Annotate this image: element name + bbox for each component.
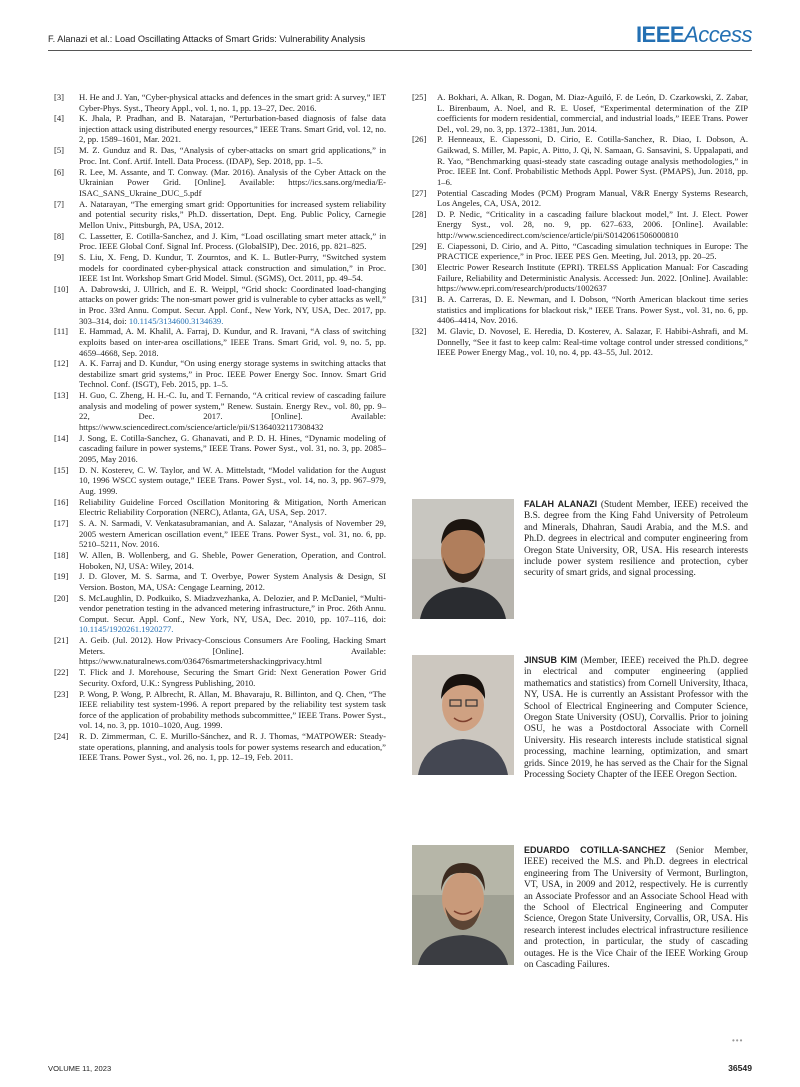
reference-item xyxy=(412,326,748,358)
reference-number: [23] xyxy=(54,688,69,699)
reference-item xyxy=(54,497,386,518)
reference-item xyxy=(54,113,386,145)
reference-text: T. Flick and J. Morehouse, Securing the Smart Grid: Next Generation Power Grid Security. Oxford, U.K.: Syngress Publishing, 2010. xyxy=(79,667,386,688)
reference-number: [4] xyxy=(54,113,65,124)
continuation-dots: ••• xyxy=(732,1036,744,1045)
reference-item xyxy=(54,231,386,252)
reference-text: A. Dabrowski, J. Ullrich, and E. R. Weippl, “Grid shock: Coordinated load-changing attacks on power grids: The non-smart power grid is vulnerable to cyber attacks as well,” in Proc. 33rd Annu. Comput. Secur. Appl. Conf., New York, NY, USA, Dec. 2017, pp. 303–314, doi: xyxy=(79,283,386,326)
reference-text: Electric Power Research Institute (EPRI). TRELSS Application Manual: For Cascading Failure, Reliability and Deterministic Analysis. Accessed: Jun. 2022. [Online]. Available: https://www.epri.com/research/products/1002637 xyxy=(437,262,748,294)
volume-label: VOLUME 11, 2023 xyxy=(48,1064,112,1073)
reference-number: [27] xyxy=(412,187,427,198)
reference-number: [31] xyxy=(412,294,427,305)
reference-text: A. Bokhari, A. Alkan, R. Dogan, M. Diaz-Aguiló, F. de León, D. Czarkowski, Z. Zabar, L. Birenbaum, A. Noel, and R. E. Uosef, “Experimental determination of the ZIP coefficients for modern residential, commercial, and industrial loads,” IEEE Trans. Power Del., vol. 29, no. 3, pp. 1372–1381, Jun. 2014. xyxy=(437,92,748,134)
reference-number: [22] xyxy=(54,667,69,678)
reference-number: [5] xyxy=(54,145,65,156)
reference-item xyxy=(54,571,386,592)
reference-text: A. K. Farraj and D. Kundur, “On using energy storage systems in switching attacks that destabilize smart grid systems,” in Proc. IEEE Power Energy Soc. Innov. Smart Grid Technol. Conf. (ISGT), Feb. 2015, pp. 1–5. xyxy=(79,358,386,390)
reference-text: C. Lassetter, E. Cotilla-Sanchez, and J. Kim, “Load oscillating smart meter attack,” in Proc. IEEE Global Conf. Signal Inf. Process. (GlobalSIP), Dec. 2016, pp. 821–825. xyxy=(79,230,386,252)
reference-item xyxy=(54,326,386,358)
logo-access-text: Access xyxy=(684,22,752,47)
reference-text: W. Allen, B. Wollenberg, and G. Sheble, Power Generation, Operation, and Control. Hoboken, NJ, USA: Wiley, 2014. xyxy=(79,549,386,571)
author-bio-text: (Senior Member, IEEE) received the M.S. and Ph.D. degrees in electrical engineering from The University of Vermont, Burlington, VT, USA, in 2009 and 2012, respectively. He is currently an Associate Professor and an Associate School Head with the School of Electrical Engineering and Computer Science, Oregon State University, Corvallis, OR, USA. His research interest includes electrical infrastructure resilience and protection, in particular, the study of cascading outages. He is the Vice Chair of the IEEE Working Group on Cascading Failures. xyxy=(524,846,748,971)
author-photo xyxy=(412,655,514,775)
reference-text: S. A. N. Sarmadi, V. Venkatasubramanian, and A. Salazar, “Analysis of November 29, 2005 western American oscillation event,” IEEE Trans. Power Syst., vol. 31, no. 6, pp. 5210–5211, Nov. 2016. xyxy=(79,518,386,550)
reference-text: S. Liu, X. Feng, D. Kundur, T. Zourntos, and K. L. Butler-Purry, “Switched system models for coordinated cyber-physical attack construction and simulation,” in Proc. IEEE 1st Int. Workshop Smart Grid Model. Simul. (SGMS), Oct. 2011, pp. 49–54. xyxy=(79,251,386,284)
reference-number: [30] xyxy=(412,262,427,273)
author-name: JINSUB KIM xyxy=(524,655,578,665)
author-bio-cotilla-sanchez xyxy=(412,845,748,971)
author-bio-alanazi xyxy=(412,499,748,619)
author-bio-text: (Student Member, IEEE) received the B.S. degree from the King Fahd University of Petroleum and Minerals, Dhahran, Saudi Arabia, and the M.S. and Ph.D. degrees in electrical and computer engineering from Oregon State University, OR, USA. His research interests include power system resilience and protection, cyber security of smart grids, and signal processing. xyxy=(524,500,748,579)
reference-text: J. D. Glover, M. S. Sarma, and T. Overbye, Power System Analysis & Design, SI Version. Boston, MA, USA: Cengage Learning, 2012. xyxy=(79,571,386,592)
reference-item xyxy=(54,199,386,231)
reference-number: [17] xyxy=(54,518,69,529)
reference-text: D. P. Nedic, “Criticality in a cascading failure blackout model,” Int. J. Elect. Power Energy Syst., vol. 28, no. 9, pp. 627–633, 2006. [Online]. Available: http://www.sciencedirect.com/science/article/pii/S0142061506000810 xyxy=(437,208,748,240)
reference-text: P. Henneaux, E. Ciapessoni, D. Cirio, E. Cotilla-Sanchez, R. Diao, I. Dobson, A. Gaikwad, S. Miller, M. Papic, A. Pitto, J. Qi, N. Samaan, G. Sansavini, S. Uppalapati, and R. Yao, “Benchmarking quasi-steady state cascading outage analysis methodologies,” in Proc. IEEE Int. Conf. Probabilistic Methods Appl. Power Syst. (PMAPS), Jun. 2018, pp. 1–6. xyxy=(437,134,748,187)
reference-item xyxy=(54,550,386,571)
reference-text: A. Natarayan, “The emerging smart grid: Opportunities for increased system reliability and potential security risks,” Ph.D. dissertation, Dept. Eng. Public Policy, Carnegie Mellon Univ., Pittsburgh, PA, USA, 2012. xyxy=(79,198,386,230)
reference-item xyxy=(54,167,386,199)
doi-link[interactable]: 10.1145/1920261.1920277. xyxy=(79,624,174,635)
reference-number: [15] xyxy=(54,464,69,475)
reference-number: [7] xyxy=(54,198,65,209)
author-name: EDUARDO COTILLA-SANCHEZ xyxy=(524,845,666,855)
author-bio-kim xyxy=(412,655,748,781)
author-bio-text: (Member, IEEE) received the Ph.D. degree in electrical and computer engineering (applied mathematics and statistics) from Cornell University, Ithaca, NY, USA. He is currently an Assistant Professor with the School of Electrical Engineering and Computer Science, Oregon State University (OSU), Corvallis. Prior to joining OSU, he was a Postdoctoral Associate with Cornell University. His research interests include statistical signal processing, machine learning, optimization, and smart grids. Since 2019, he has served as the Chair for the Signal Processing Society Chapter of the IEEE Oregon Section. xyxy=(524,656,748,781)
reference-number: [12] xyxy=(54,358,69,369)
references-left-column xyxy=(54,92,386,763)
reference-number: [14] xyxy=(54,432,69,443)
reference-text: P. Wong, P. Wong, P. Albrecht, R. Allan, M. Bhavaraju, R. Billinton, and Q. Chen, “The IEEE reliability test system-1996. A report prepared by the reliability test system task force of the application of probability methods subcommittee,” IEEE Trans. Power Syst., vol. 14, no. 3, pp. 1010–1020, Aug. 1999. xyxy=(79,688,386,731)
header-divider xyxy=(48,50,752,51)
reference-item xyxy=(54,667,386,688)
reference-item xyxy=(54,145,386,166)
reference-item xyxy=(412,294,748,326)
reference-text: D. N. Kosterev, C. W. Taylor, and W. A. Mittelstadt, “Model validation for the August 10, 1996 WSCC system outage,” IEEE Trans. Power Syst., vol. 14, no. 3, pp. 967–979, Aug. 1999. xyxy=(79,464,386,496)
reference-number: [16] xyxy=(54,496,69,507)
reference-item xyxy=(412,188,748,209)
reference-text: A. Geib. (Jul. 2012). How Privacy-Conscious Consumers Are Fooling, Hacking Smart Meters. [Online]. Available: https://www.naturalnews.com/036476smartmetershackingprivacy.html xyxy=(79,635,386,667)
reference-text: E. Ciapessoni, D. Cirio, and A. Pitto, “Cascading simulation techniques in Europe: The PRACTICE experience,” in Proc. IEEE PES Gen. Meeting, Jul. 2013, pp. 20–25. xyxy=(437,240,748,262)
reference-item xyxy=(54,635,386,667)
reference-text: Reliability Guideline Forced Oscillation Monitoring & Mitigation, North American Electric Reliability Corporation (NERC), Atlanta, GA, USA, Sep. 2017. xyxy=(79,496,386,518)
reference-number: [29] xyxy=(412,240,427,251)
reference-item xyxy=(54,284,386,326)
reference-number: [6] xyxy=(54,166,65,177)
reference-item xyxy=(412,209,748,241)
reference-number: [21] xyxy=(54,635,69,646)
ieee-access-logo xyxy=(636,22,752,48)
author-name: FALAH ALANAZI xyxy=(524,499,598,509)
reference-item xyxy=(412,241,748,262)
reference-item xyxy=(54,92,386,113)
reference-number: [24] xyxy=(54,731,69,742)
reference-number: [19] xyxy=(54,571,69,582)
reference-number: [25] xyxy=(412,92,427,102)
reference-number: [10] xyxy=(54,283,69,294)
reference-number: [32] xyxy=(412,326,427,337)
reference-number: [18] xyxy=(54,549,69,560)
reference-item xyxy=(412,262,748,294)
references-right-column xyxy=(412,92,748,358)
page-header xyxy=(48,24,752,52)
logo-ieee-text: IEEE xyxy=(635,22,685,47)
reference-text: H. Guo, C. Zheng, H. H.-C. Iu, and T. Fernando, “A critical review of cascading failure analysis and modeling of power system,” Renew. Sustain. Energy Rev., vol. 80, pp. 9–22, Dec. 2017. [Online]. Available: https://www.sciencedirect.com/science/article/pii/S1364032117308432 xyxy=(79,390,386,432)
reference-item xyxy=(54,252,386,284)
reference-item xyxy=(54,465,386,497)
reference-text: R. D. Zimmerman, C. E. Murillo-Sánchez, and R. J. Thomas, “MATPOWER: Steady-state operations, planning, and analysis tools for power systems research and education,” IEEE Trans. Power Syst., vol. 26, no. 1, pp. 12–19, Feb. 2011. xyxy=(79,731,386,763)
reference-text: S. McLaughlin, D. Podkuiko, S. Miadzvezhanka, A. Delozier, and P. McDaniel, “Multi-vendor penetration testing in the advanced metering infrastructure,” in Proc. 26th Annu. Comput. Secur. Appl. Conf., New York, NY, USA, Dec. 2010, pp. 107–116, doi: xyxy=(79,592,386,624)
reference-item xyxy=(54,689,386,731)
reference-number: [28] xyxy=(412,208,427,219)
reference-item xyxy=(54,433,386,465)
doi-link[interactable]: 10.1145/3134600.3134639. xyxy=(128,315,224,326)
reference-text: M. Glavic, D. Novosel, E. Heredia, D. Kosterev, A. Salazar, F. Habibi-Ashrafi, and M. Donnelly, “See it fast to keep calm: Real-time voltage control under stressed conditions,” IEEE Power Energy Mag., vol. 10, no. 4, pp. 43–55, Jul. 2012. xyxy=(437,326,748,358)
reference-item xyxy=(412,134,748,187)
reference-number: [11] xyxy=(54,326,68,337)
reference-number: [3] xyxy=(54,92,65,102)
running-title: F. Alanazi et al.: Load Oscillating Attacks of Smart Grids: Vulnerability Analysis xyxy=(48,34,366,44)
page-number: 36549 xyxy=(728,1063,752,1073)
reference-item xyxy=(54,358,386,390)
reference-number: [9] xyxy=(54,251,65,262)
reference-text: K. Jhala, P. Pradhan, and B. Natarajan, “Perturbation-based diagnosis of false data injection attack using distributed energy resources,” IEEE Trans. Smart Grid, vol. 12, no. 2, pp. 1589–1601, Mar. 2021. xyxy=(79,113,386,145)
author-photo xyxy=(412,845,514,965)
reference-item xyxy=(54,593,386,635)
reference-item xyxy=(54,731,386,763)
reference-number: [20] xyxy=(54,592,69,603)
reference-text: R. Lee, M. Assante, and T. Conway. (Mar. 2016). Analysis of the Cyber Attack on the Ukrainian Power Grid. [Online]. Available: https://ics.sans.org/media/E-ISAC_SANS_Ukraine_DUC_5.pdf xyxy=(79,166,386,198)
reference-item xyxy=(54,518,386,550)
reference-text: J. Song, E. Cotilla-Sanchez, G. Ghanavati, and P. D. H. Hines, “Dynamic modeling of cascading failure in power systems,” IEEE Trans. Power Syst., vol. 31, no. 3, pp. 2085–2095, May 2016. xyxy=(79,432,386,464)
reference-text: B. A. Carreras, D. E. Newman, and I. Dobson, “North American blackout time series statistics and implications for blackout risk,” IEEE Trans. Power Syst., vol. 31, no. 6, pp. 4406–4414, Nov. 2016. xyxy=(437,294,748,326)
reference-item xyxy=(54,390,386,432)
reference-text: H. He and J. Yan, “Cyber-physical attacks and defences in the smart grid: A survey,” IET Cyber-Phys. Syst., Theory Appl., vol. 1, no. 1, pp. 13–27, Dec. 2016. xyxy=(79,92,386,113)
author-photo xyxy=(412,499,514,619)
reference-text: E. Hammad, A. M. Khalil, A. Farraj, D. Kundur, and R. Iravani, “A class of switching exploits based on inter-area oscillations,” IEEE Trans. Smart Grid, vol. 9, no. 5, pp. 4659–4668, Sep. 2018. xyxy=(79,326,386,358)
reference-text: M. Z. Gunduz and R. Das, “Analysis of cyber-attacks on smart grid applications,” in Proc. Int. Conf. Artif. Intell. Data Process. (IDAP), Sep. 2018, pp. 1–5. xyxy=(79,145,386,166)
reference-number: [26] xyxy=(412,134,427,145)
reference-number: [8] xyxy=(54,230,65,241)
reference-item xyxy=(412,92,748,134)
reference-text: Potential Cascading Modes (PCM) Program Manual, V&R Energy Systems Research, Los Angeles, CA, USA, 2012. xyxy=(437,187,748,209)
reference-number: [13] xyxy=(54,390,69,401)
